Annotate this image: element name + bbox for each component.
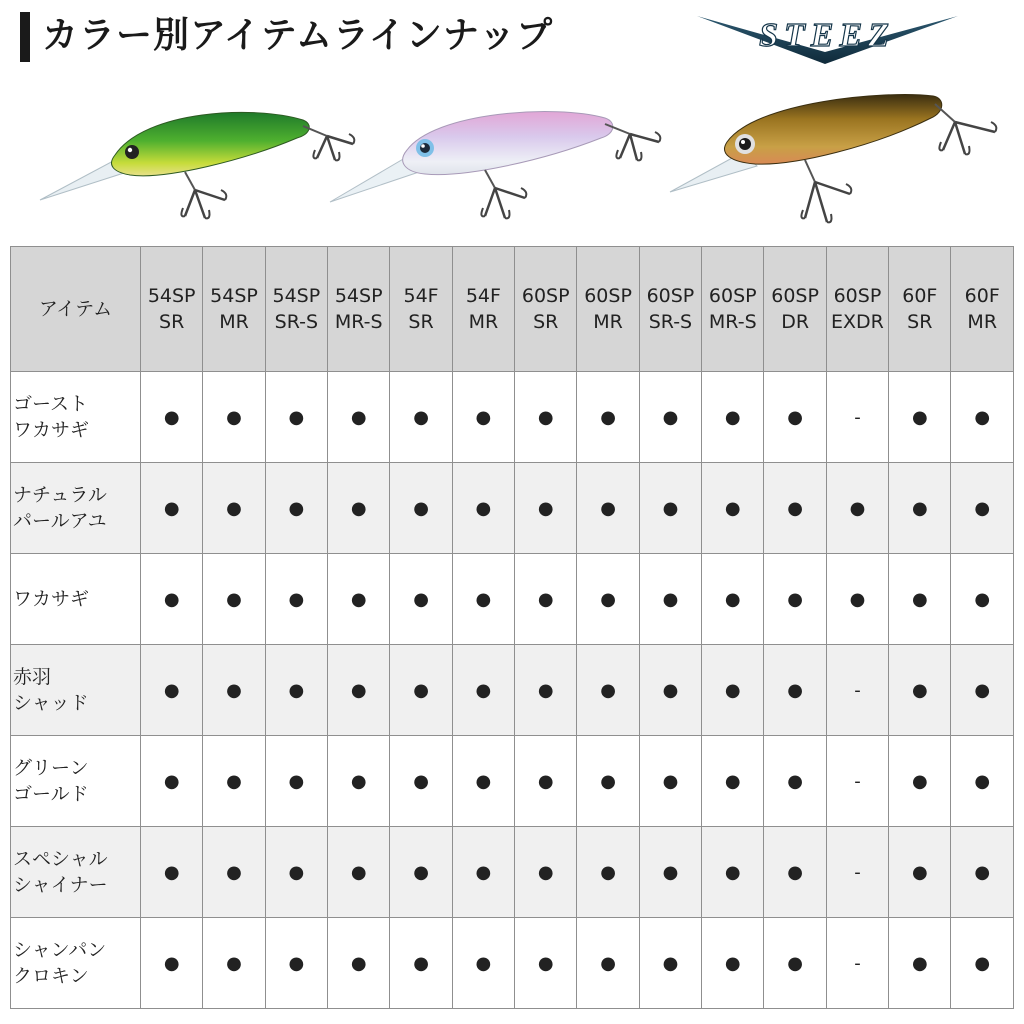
page-title: カラー別アイテムラインナップ	[42, 15, 554, 56]
column-header	[889, 247, 951, 372]
color-name: スペシャル シャイナー	[11, 827, 141, 918]
table-row	[11, 463, 1014, 554]
availability-cell: ●	[141, 463, 203, 554]
availability-cell: ●	[328, 463, 390, 554]
color-lineup-table	[10, 246, 1014, 1009]
availability-cell: -	[826, 736, 888, 827]
availability-cell: ●	[265, 645, 327, 736]
availability-cell: ●	[826, 554, 888, 645]
column-header-type: MR-S	[334, 311, 383, 333]
table-row	[11, 827, 1014, 918]
availability-cell: ●	[577, 554, 639, 645]
availability-cell: ●	[265, 827, 327, 918]
availability-cell: ●	[452, 736, 514, 827]
column-header-model: 54SP	[272, 285, 321, 307]
column-header-model: 60F	[902, 285, 938, 307]
availability-cell: ●	[889, 827, 951, 918]
availability-cell: ●	[764, 918, 826, 1009]
availability-cell: ●	[889, 372, 951, 463]
column-header	[764, 247, 826, 372]
availability-cell: ●	[265, 554, 327, 645]
column-header-type: MR	[593, 311, 623, 333]
availability-cell: ●	[515, 736, 577, 827]
column-header-model: 54F	[403, 285, 439, 307]
availability-cell: ●	[639, 918, 701, 1009]
availability-cell: ●	[764, 827, 826, 918]
column-header-model: 60SP	[584, 285, 632, 307]
availability-cell: ●	[390, 736, 452, 827]
availability-cell: ●	[203, 554, 265, 645]
availability-cell: ●	[141, 554, 203, 645]
pearl-pink-crankbait-lure	[325, 90, 675, 230]
availability-cell: ●	[826, 463, 888, 554]
availability-cell: ●	[639, 372, 701, 463]
title-accent-bar	[20, 12, 30, 62]
column-header	[826, 247, 888, 372]
table-row	[11, 372, 1014, 463]
availability-cell: ●	[515, 372, 577, 463]
availability-cell: ●	[390, 827, 452, 918]
table-row	[11, 645, 1014, 736]
availability-cell: ●	[951, 827, 1014, 918]
availability-cell: ●	[639, 827, 701, 918]
column-header	[951, 247, 1014, 372]
color-name: ゴースト ワカサギ	[11, 372, 141, 463]
availability-cell: ●	[639, 645, 701, 736]
availability-cell: ●	[889, 918, 951, 1009]
availability-cell: ●	[452, 372, 514, 463]
availability-cell: ●	[577, 918, 639, 1009]
availability-cell: ●	[764, 554, 826, 645]
availability-cell: ●	[141, 827, 203, 918]
column-header-type: DR	[781, 311, 810, 333]
column-header	[702, 247, 764, 372]
availability-cell: ●	[951, 918, 1014, 1009]
availability-cell: ●	[764, 736, 826, 827]
availability-cell: ●	[951, 736, 1014, 827]
availability-cell: ●	[328, 736, 390, 827]
column-header	[639, 247, 701, 372]
column-header	[141, 247, 203, 372]
column-header-model: 60SP	[521, 285, 570, 307]
lure-lineup	[0, 80, 1024, 240]
availability-cell: ●	[639, 463, 701, 554]
column-header-model: 60SP	[708, 285, 757, 307]
column-header-type: MR	[967, 311, 998, 333]
availability-cell: ●	[265, 463, 327, 554]
column-header	[577, 247, 639, 372]
availability-cell: ●	[951, 645, 1014, 736]
availability-cell: ●	[452, 827, 514, 918]
color-name: シャンパン クロキン	[11, 918, 141, 1009]
column-header-model: 54SP	[210, 285, 258, 307]
availability-cell: ●	[702, 554, 764, 645]
availability-cell: ●	[702, 645, 764, 736]
availability-cell: -	[826, 918, 888, 1009]
availability-cell: ●	[577, 827, 639, 918]
header-item-label: アイテム	[11, 247, 141, 372]
availability-cell: ●	[515, 918, 577, 1009]
column-header-type: SR-S	[648, 311, 693, 333]
column-header	[390, 247, 452, 372]
column-header-type: MR	[219, 311, 249, 333]
availability-cell: ●	[515, 463, 577, 554]
column-header	[515, 247, 577, 372]
availability-cell: -	[826, 645, 888, 736]
availability-cell: ●	[515, 645, 577, 736]
table-row	[11, 918, 1014, 1009]
availability-cell: ●	[889, 463, 951, 554]
availability-cell: ●	[764, 372, 826, 463]
availability-cell: ●	[577, 736, 639, 827]
availability-cell: ●	[452, 645, 514, 736]
availability-cell: ●	[328, 918, 390, 1009]
column-header-type: SR	[907, 311, 933, 333]
availability-cell: ●	[639, 736, 701, 827]
availability-cell: -	[826, 372, 888, 463]
logo-wordmark: STEEZ	[759, 17, 895, 54]
availability-cell: ●	[702, 372, 764, 463]
availability-cell: ●	[265, 372, 327, 463]
availability-cell: ●	[452, 463, 514, 554]
column-header-type: EXDR	[831, 311, 884, 333]
availability-cell: ●	[702, 463, 764, 554]
availability-cell: ●	[889, 736, 951, 827]
availability-cell: ●	[764, 463, 826, 554]
availability-cell: ●	[141, 736, 203, 827]
availability-cell: ●	[702, 827, 764, 918]
color-name: ワカサギ	[11, 554, 141, 645]
availability-cell: -	[826, 827, 888, 918]
availability-cell: ●	[390, 918, 452, 1009]
availability-cell: ●	[203, 918, 265, 1009]
table-header-row	[11, 247, 1014, 372]
column-header	[265, 247, 327, 372]
column-header	[328, 247, 390, 372]
column-header-type: MR	[468, 311, 499, 333]
availability-cell: ●	[265, 918, 327, 1009]
column-header-model: 60SP	[833, 285, 882, 307]
availability-cell: ●	[452, 918, 514, 1009]
table-row	[11, 554, 1014, 645]
column-header-type: MR-S	[708, 311, 757, 333]
column-header-model: 54SP	[334, 285, 383, 307]
availability-cell: ●	[889, 645, 951, 736]
green-crankbait-lure	[35, 90, 365, 230]
column-header-type: SR	[533, 311, 559, 333]
column-header-model: 54F	[465, 285, 501, 307]
color-name: ナチュラル パールアユ	[11, 463, 141, 554]
availability-cell: ●	[203, 827, 265, 918]
availability-cell: ●	[764, 645, 826, 736]
availability-cell: ●	[328, 827, 390, 918]
availability-cell: ●	[515, 554, 577, 645]
availability-cell: ●	[328, 372, 390, 463]
availability-cell: ●	[951, 554, 1014, 645]
availability-cell: ●	[577, 463, 639, 554]
column-header	[203, 247, 265, 372]
availability-cell: ●	[328, 645, 390, 736]
availability-cell: ●	[452, 554, 514, 645]
availability-cell: ●	[951, 372, 1014, 463]
gold-crankbait-lure	[665, 82, 1010, 232]
availability-cell: ●	[577, 645, 639, 736]
availability-cell: ●	[390, 463, 452, 554]
steez-logo	[695, 8, 960, 68]
availability-cell: ●	[889, 554, 951, 645]
column-header-type: SR	[408, 311, 434, 333]
availability-cell: ●	[203, 463, 265, 554]
column-header-model: 60SP	[646, 285, 695, 307]
availability-cell: ●	[702, 736, 764, 827]
availability-cell: ●	[515, 827, 577, 918]
availability-cell: ●	[141, 918, 203, 1009]
column-header-model: 54SP	[147, 285, 196, 307]
column-header-type: SR	[159, 311, 185, 333]
availability-cell: ●	[390, 372, 452, 463]
availability-cell: ●	[577, 372, 639, 463]
availability-cell: ●	[390, 554, 452, 645]
availability-cell: ●	[265, 736, 327, 827]
availability-cell: ●	[951, 463, 1014, 554]
availability-cell: ●	[203, 372, 265, 463]
table-row	[11, 736, 1014, 827]
color-name: グリーン ゴールド	[11, 736, 141, 827]
color-name: 赤羽 シャッド	[11, 645, 141, 736]
availability-cell: ●	[141, 645, 203, 736]
availability-cell: ●	[328, 554, 390, 645]
availability-cell: ●	[203, 645, 265, 736]
column-header-type: SR-S	[274, 311, 319, 333]
availability-cell: ●	[702, 918, 764, 1009]
availability-cell: ●	[390, 645, 452, 736]
column-header-model: 60SP	[771, 285, 819, 307]
availability-cell: ●	[203, 736, 265, 827]
column-header-model: 60F	[964, 285, 1000, 307]
column-header	[452, 247, 514, 372]
availability-cell: ●	[141, 372, 203, 463]
availability-cell: ●	[639, 554, 701, 645]
